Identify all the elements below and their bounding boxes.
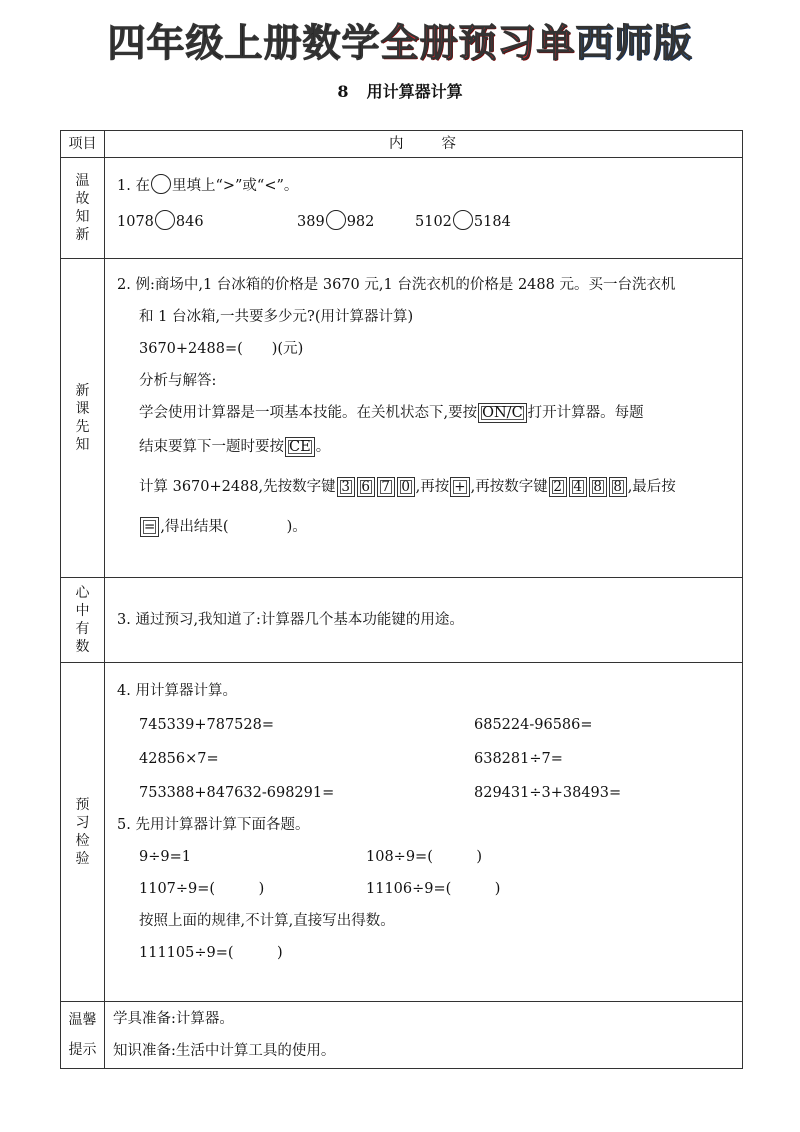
tips-line-1: 学具准备:计算器。 [113, 1011, 234, 1027]
q2-line-1: 2. 例:商场中,1 台冰箱的价格是 3670 元,1 台洗衣机的价格是 2488 元。买一台洗衣机 [117, 277, 676, 293]
lesson-title [0, 80, 800, 104]
digit-key-icon: 3 [337, 477, 355, 497]
header-content-char-1: 内 [389, 136, 406, 152]
preview-sheet-table [60, 130, 743, 1069]
compare-item: 5102 5184 [415, 210, 511, 232]
plus-key-icon: + [450, 477, 469, 497]
digit-key-icon: 8 [589, 477, 607, 497]
digit-key-icon: 6 [357, 477, 375, 497]
answer-circle-icon [326, 210, 346, 230]
new-lesson-label: 新课先知 [61, 259, 105, 578]
header-item-cell: 项目 [61, 131, 105, 158]
calc-row: 753388+847632-698291= 829431÷3+38493= [139, 785, 622, 801]
check-label: 预习检验 [61, 663, 105, 1002]
mind-label: 心中有数 [61, 578, 105, 663]
division-row: 1107÷9=( ) 11106÷9=( ) [139, 881, 501, 897]
pattern-question: 111105÷9=( ) [139, 945, 283, 961]
mind-row [61, 578, 743, 663]
q2-formula: 3670+2488=( )(元) [139, 341, 304, 357]
lesson-name: 用计算器计算 [366, 82, 463, 101]
q4-title: 4. 用计算器计算。 [117, 683, 237, 699]
analysis-heading: 分析与解答: [139, 373, 217, 389]
q5-title: 5. 先用计算器计算下面各题。 [117, 817, 310, 833]
digit-key-icon: 4 [569, 477, 587, 497]
digit-key-icon: 0 [397, 477, 415, 497]
compare-item: 389 982 [297, 210, 415, 232]
division-row: 9÷9=1 108÷9=( ) [139, 849, 483, 865]
pattern-instruction: 按照上面的规律,不计算,直接写出得数。 [139, 913, 395, 929]
analysis-p3: 计算 3670+2488,先按数字键 3 6 7 0 ,再按 + ,再按数字键 2 4 8 8 ,最后按 [139, 479, 676, 495]
header-content-cell [105, 131, 743, 158]
tips-label: 温馨 提示 [61, 1002, 105, 1069]
on-c-key-icon: ON/C [478, 403, 527, 423]
digit-key-icon: 8 [609, 477, 627, 497]
check-content [105, 663, 743, 1002]
digit-key-icon: 7 [377, 477, 395, 497]
analysis-p2: 结束要算下一题时要按 CE 。 [139, 439, 331, 455]
tips-line-2: 知识准备:生活中计算工具的使用。 [113, 1043, 336, 1059]
review-row [61, 158, 743, 259]
compare-circle-icon [151, 174, 171, 194]
analysis-p4: = ,得出结果( )。 [117, 517, 732, 537]
calc-row: 42856×7= 638281÷7= [139, 751, 563, 767]
analysis-p1: 学会使用计算器是一项基本技能。在关机状态下,要按 ON/C 打开计算器。每题 [139, 405, 644, 421]
header-content-char-2: 容 [441, 136, 458, 152]
equals-key-icon: = [140, 517, 159, 537]
check-row [61, 663, 743, 1002]
answer-circle-icon [155, 210, 175, 230]
mind-content [105, 578, 743, 663]
review-content [105, 158, 743, 259]
table-header-row [61, 131, 743, 158]
banner-part-preview: 全册预习单 [380, 21, 576, 65]
new-lesson-content [105, 259, 743, 578]
q1-compare-items [117, 210, 732, 232]
compare-item: 1078 846 [117, 210, 297, 232]
lesson-number: 8 [337, 82, 349, 101]
banner-part-edition: 西师版 [575, 21, 693, 65]
calc-row: 745339+787528= 685224-96586= [139, 717, 593, 733]
tips-content [105, 1002, 743, 1069]
digit-key-icon: 2 [549, 477, 567, 497]
answer-circle-icon [453, 210, 473, 230]
banner-part-grade: 四年级上册数学 [107, 21, 381, 65]
tips-row [61, 1002, 743, 1069]
page-banner [0, 18, 800, 68]
ce-key-icon: CE [285, 437, 315, 457]
q1-instruction: 1. 在 里填上“>”或“<”。 [117, 174, 732, 196]
new-lesson-row [61, 259, 743, 578]
q2-line-2: 和 1 台冰箱,一共要多少元?(用计算器计算) [139, 309, 414, 325]
q3-text: 3. 通过预习,我知道了:计算器几个基本功能键的用途。 [117, 612, 464, 628]
review-label: 温故知新 [61, 158, 105, 259]
